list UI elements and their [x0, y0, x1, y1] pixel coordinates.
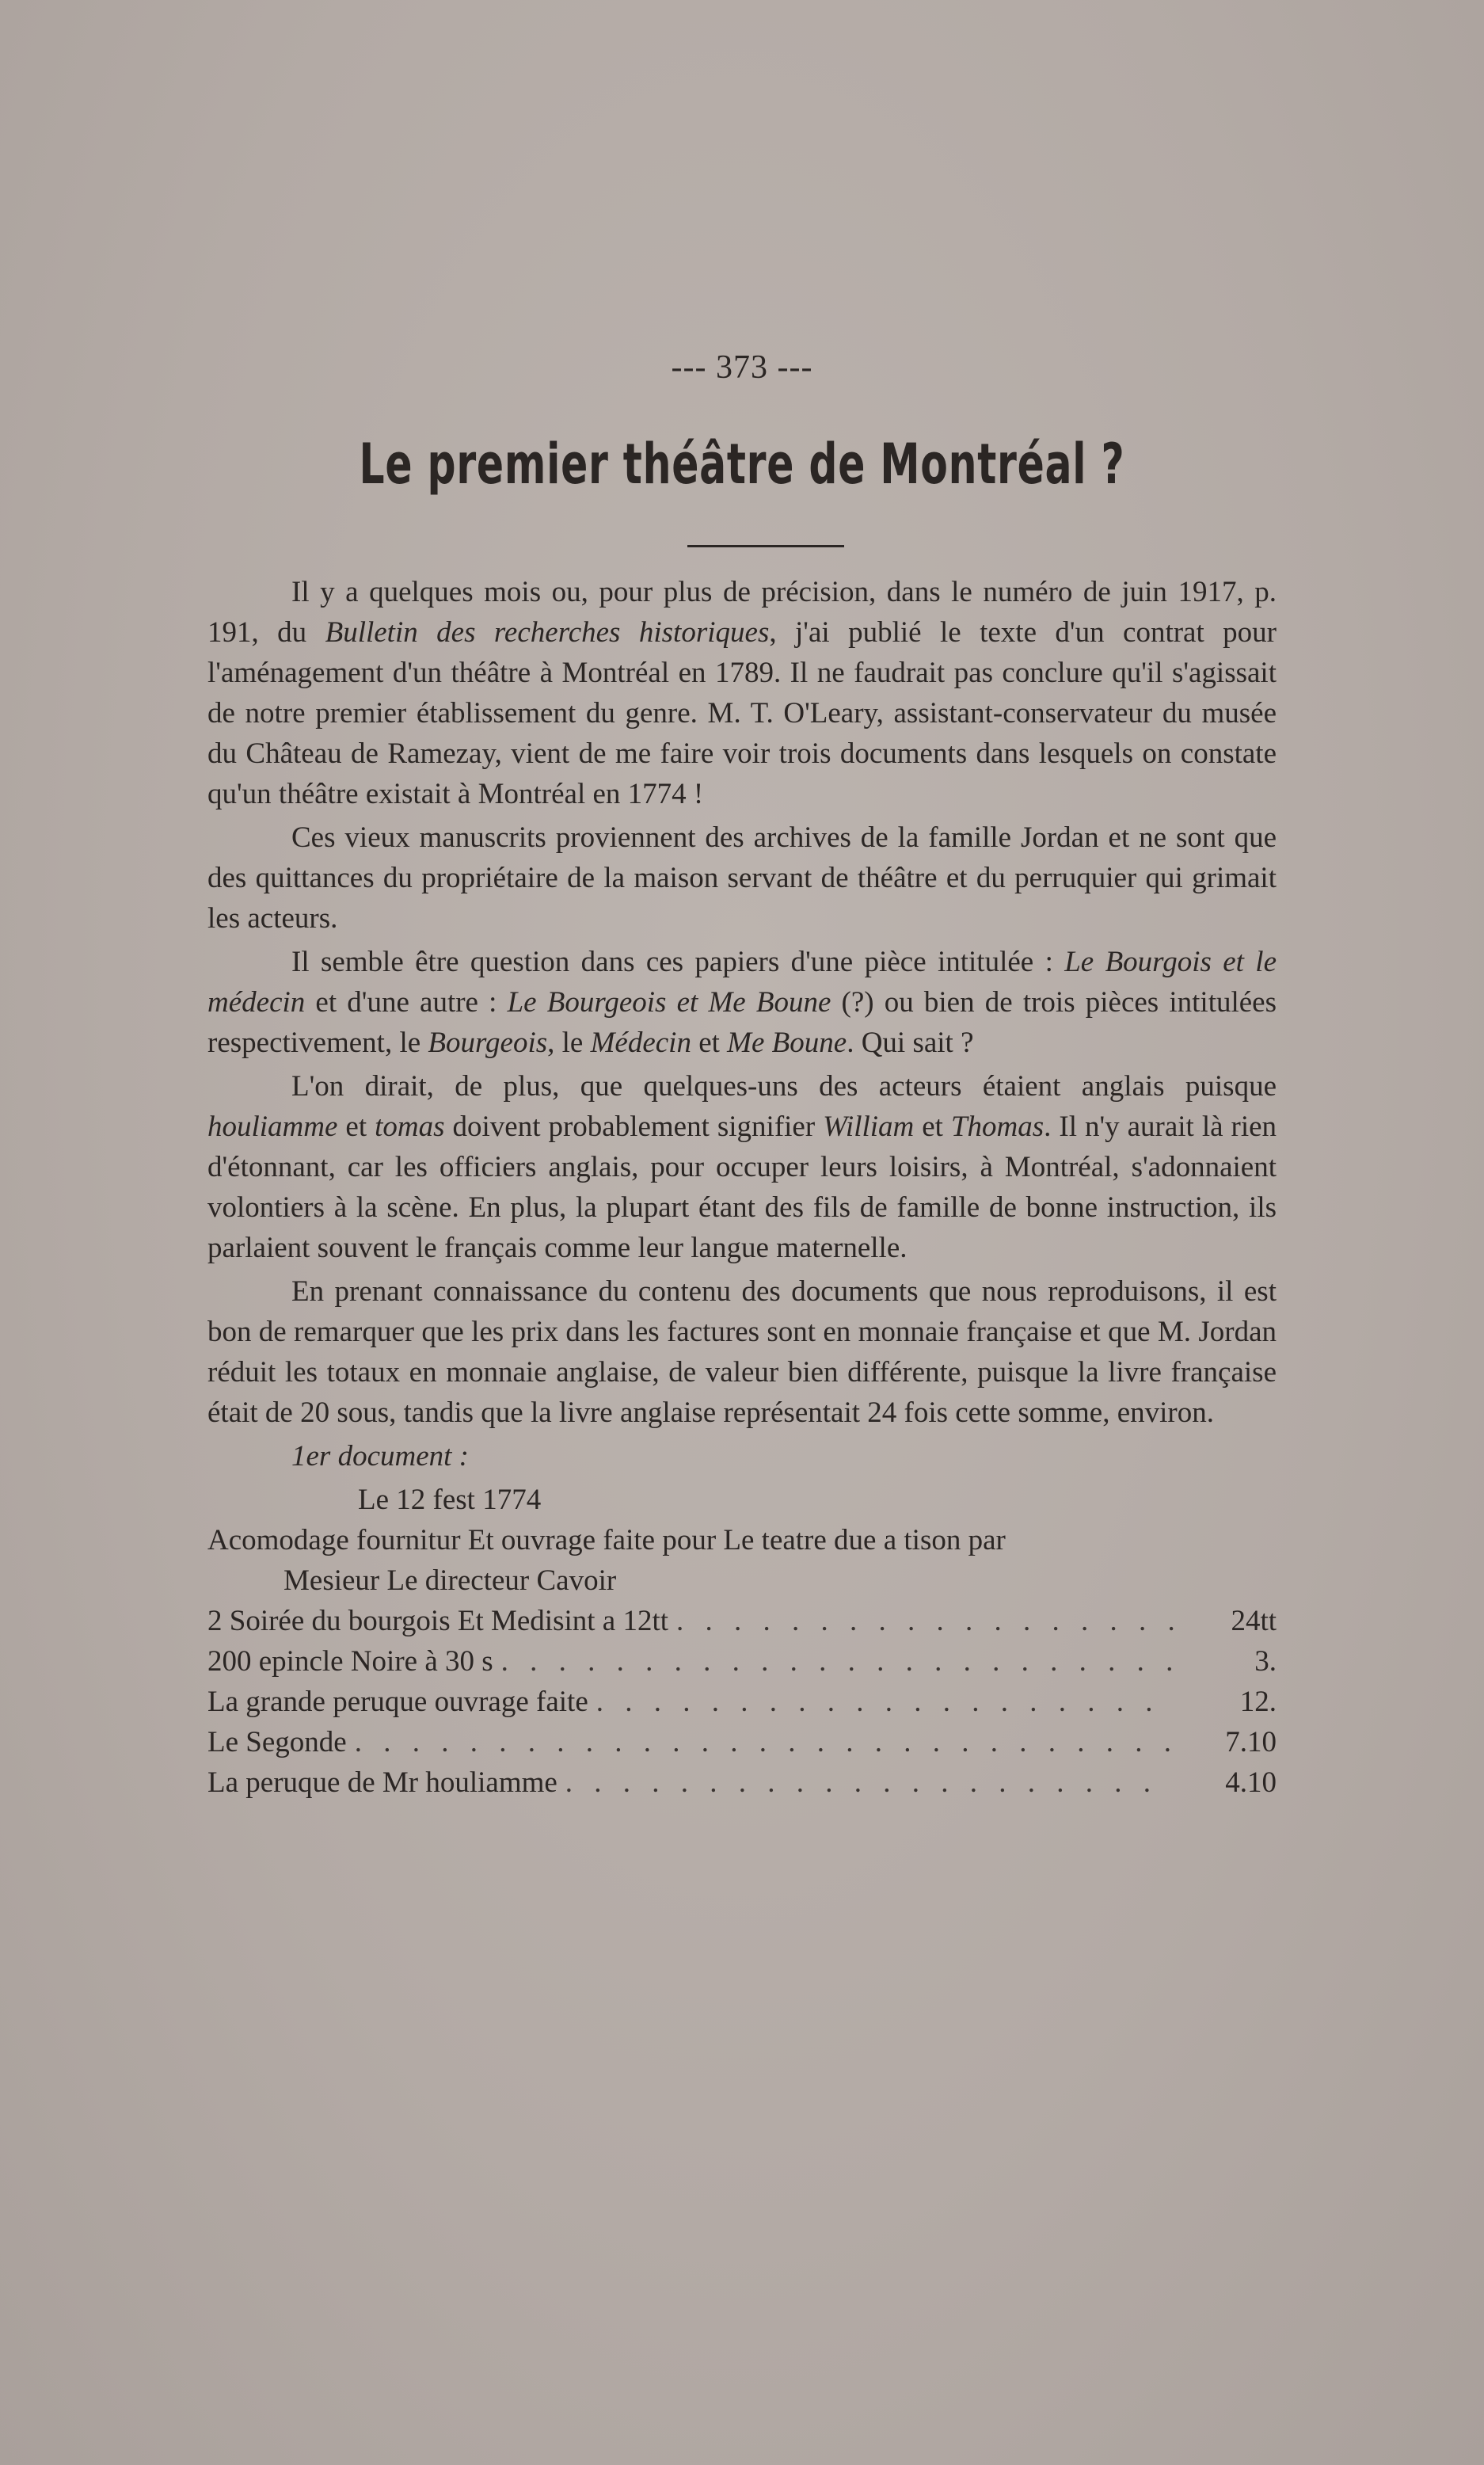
text: (?) ou bien de trois pièces intitulées respectivement, le: [207, 986, 1277, 1059]
text-italic: Le Bourgeois et Me Boune: [507, 986, 831, 1019]
text-italic: Médecin: [590, 1027, 691, 1059]
paragraph-2: Ces vieux manuscrits proviennent des archives de la famille Jordan et ne sont que des quittances du propriétaire de la maison servant de théâtre et du perruquier qui grimait les acteurs.: [207, 821, 1277, 935]
text: et: [914, 1111, 951, 1143]
item-label: 2 Soirée du bourgois Et Medisint a 12tt: [207, 1605, 669, 1637]
text-italic: Le Bourgois et le médecin: [207, 946, 1277, 1019]
text: et: [337, 1111, 375, 1143]
item-amount: 7.10: [1225, 1726, 1277, 1758]
text: , j'ai publié le texte d'un contrat pour l'aménagement d'un théâtre à Montréal en 1789. Il ne faudrait pas conclure qu'il s'agissait de notre premier établissement du genre. M. T. O'Leary, assistant-conservateur du musée du Château de Ramezay, vient de me faire voir trois documents dans lesquels on constate qu'un théâtre existait à Montréal en 1774 !: [207, 616, 1277, 810]
leader-dots: [355, 1722, 1174, 1762]
item-label: La grande peruque ouvrage faite: [207, 1686, 588, 1718]
document-date: Le 12 fest 1774: [358, 1484, 542, 1516]
invoice-items: [207, 1601, 1277, 1803]
item-label: Le Segonde: [207, 1726, 347, 1758]
leader-dots: [676, 1601, 1174, 1641]
text-italic: Bourgeois: [428, 1027, 548, 1059]
text-italic: William: [823, 1111, 915, 1143]
page-number: --- 373 ---: [671, 349, 813, 386]
text: Il y a quelques mois ou, pour plus de précision, dans le numéro de juin 1917, p. 191, du: [207, 576, 1277, 649]
text-italic: tomas: [375, 1111, 445, 1143]
leader-dots: [596, 1682, 1174, 1722]
item-label: 200 epincle Noire à 30 s: [207, 1645, 493, 1678]
text: , le: [547, 1027, 591, 1059]
invoice-item: [207, 1641, 1277, 1682]
document-subheading: Mesieur Le directeur Cavoir: [283, 1564, 617, 1597]
item-amount: 12.: [1239, 1686, 1277, 1718]
text: L'on dirait, de plus, que quelques-uns des acteurs étaient anglais puisque: [291, 1070, 1277, 1103]
text: Il semble être question dans ces papiers d'une pièce intitulée :: [291, 946, 1065, 978]
invoice-item: [207, 1762, 1277, 1803]
item-amount: 24tt: [1231, 1605, 1277, 1637]
text: . Qui sait ?: [847, 1027, 974, 1059]
invoice-item: [207, 1682, 1277, 1722]
text-italic: houliamme: [207, 1111, 338, 1143]
leader-dots: [565, 1762, 1174, 1803]
paragraph-3: [207, 942, 1277, 1063]
text-italic: Thomas: [950, 1111, 1045, 1143]
text: doivent probablement signifier: [444, 1111, 824, 1143]
paragraph-1: [207, 572, 1277, 814]
document-heading: Acomodage fournitur Et ouvrage faite pour Le teatre due a tison par: [207, 1524, 1006, 1556]
paragraph-4: [207, 1066, 1277, 1268]
item-amount: 4.10: [1225, 1766, 1277, 1799]
document-label: [291, 1436, 1277, 1476]
item-label: La peruque de Mr houliamme: [207, 1766, 557, 1799]
paragraph-5: En prenant connaissance du contenu des documents que nous reproduisons, il est bon de remarquer que les prix dans les factures sont en monnaie française et que M. Jordan réduit les totaux en monnaie anglaise, de valeur bien différente, puisque la livre française était de 20 sous, tandis que la livre anglaise représentait 24 fois cette somme, environ.: [207, 1275, 1277, 1429]
title-divider: [687, 545, 844, 547]
text: et: [691, 1027, 728, 1059]
invoice-item: [207, 1722, 1277, 1762]
invoice-item: [207, 1601, 1277, 1641]
text: . Il n'y aurait là rien d'étonnant, car les officiers anglais, pour occuper leurs loisirs, à Montréal, s'adonnaient volontiers à la scène. En plus, la plupart étant des fils de famille de bonne instruction, ils parlaient souvent le français comme leur langue maternelle.: [207, 1111, 1277, 1264]
text: et d'une autre :: [305, 986, 508, 1019]
article-title: Le premier théâtre de Montréal ?: [359, 432, 1125, 497]
text-italic: Bulletin des recherches historiques: [325, 616, 770, 649]
text-italic: 1er document :: [291, 1440, 469, 1473]
leader-dots: [501, 1641, 1174, 1682]
article-body: [207, 572, 1277, 1803]
text-italic: Me Boune: [727, 1027, 847, 1059]
item-amount: 3.: [1254, 1645, 1277, 1678]
